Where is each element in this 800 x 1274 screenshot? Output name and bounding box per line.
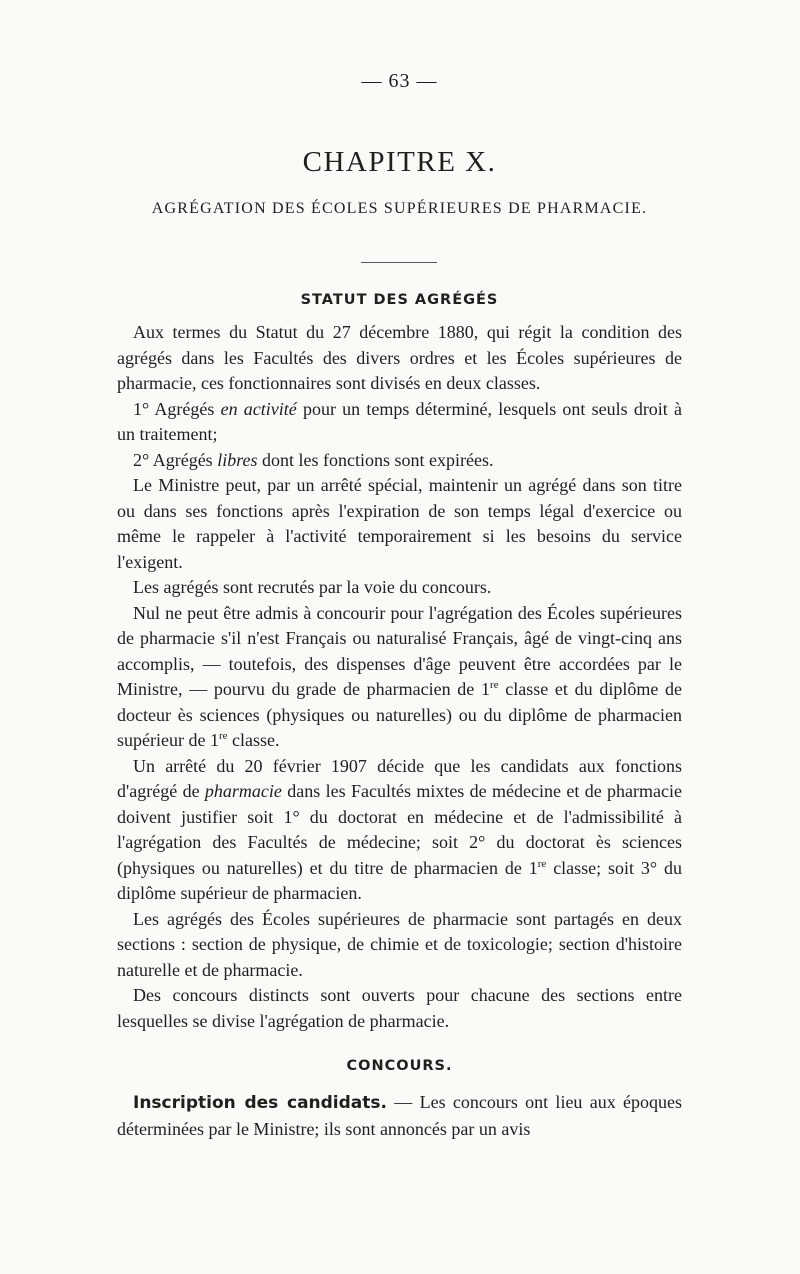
paragraph: Un arrêté du 20 février 1907 décide que les candidats aux fonctions d'agrégé de pharmacie dans les Facultés mixtes de médecine et de pharmacie doivent justifier soit 1° du doctorat en médecine et de l'admissibilité à l'agrégation des Facultés de médecine; soit 2° du doctorat ès sciences (physiques ou naturelles) et du titre de pharmacien de 1re classe; soit 3° du diplôme supérieur de pharmacien. [117, 755, 683, 903]
chapter-title: CHAPITRE X. [302, 146, 497, 178]
paragraph: Aux termes du Statut du 27 décembre 1880, qui régit la condition des agrégés dans les Facultés des divers ordres et les Écoles supérieures de pharmacie, ces fonctionnaires sont divisés en deux classes. [117, 322, 682, 393]
paragraph: Les agrégés des Écoles supérieures de pharmacie sont partagés en deux sections : section de physique, de chimie et de toxicologie; section d'histoire naturelle et de pharmacie. [117, 908, 682, 980]
paragraph: Des concours distincts sont ouverts pour chacune des sections entre lesquelles se divise l'agrégation de pharmacie. [117, 985, 682, 1031]
concours-body [117, 1090, 682, 1142]
run-in-heading: Inscription des candidats. [133, 1093, 387, 1113]
decorative-rule [361, 262, 437, 263]
page-number: — 63 — [361, 70, 438, 92]
paragraph: Nul ne peut être admis à concourir pour l'agrégation des Écoles supérieures de pharmacie s'il n'est Français ou naturalisé Français, âgé de vingt-cinq ans accomplis, — toutefois, des dispenses d'âge peuvent être accordées par le Ministre, — pourvu du grade de pharmacien de 1re classe et du diplôme de docteur ès sciences (physiques ou naturelles) ou du diplôme de pharmacien supérieur de 1re classe. [117, 602, 682, 750]
section-heading-statut: STATUT DES AGRÉGÉS [300, 292, 499, 308]
paragraph: Le Ministre peut, par un arrêté spécial, maintenir un agrégé dans son titre ou dans ses fonctions après l'expiration de son temps légal d'exercice ou même le rappeler à l'activité temporairement si les besoins du service l'exigent. [117, 475, 682, 572]
chapter-subtitle: AGRÉGATION DES ÉCOLES SUPÉRIEURES DE PHARMACIE. [151, 200, 648, 217]
paragraph: 1° Agrégés en activité pour un temps déterminé, lesquels ont seuls droit à un traitement; [117, 398, 683, 444]
paragraph: Inscription des candidats. — Les concours ont lieu aux époques déterminées par le Ministre; ils sont annoncés par un avis [117, 1092, 682, 1139]
statut-body [117, 320, 682, 1034]
section-heading-concours: CONCOURS. [346, 1058, 453, 1074]
paragraph: 2° Agrégés libres dont les fonctions sont expirées. [133, 449, 494, 470]
paragraph: Les agrégés sont recrutés par la voie du concours. [133, 577, 492, 597]
